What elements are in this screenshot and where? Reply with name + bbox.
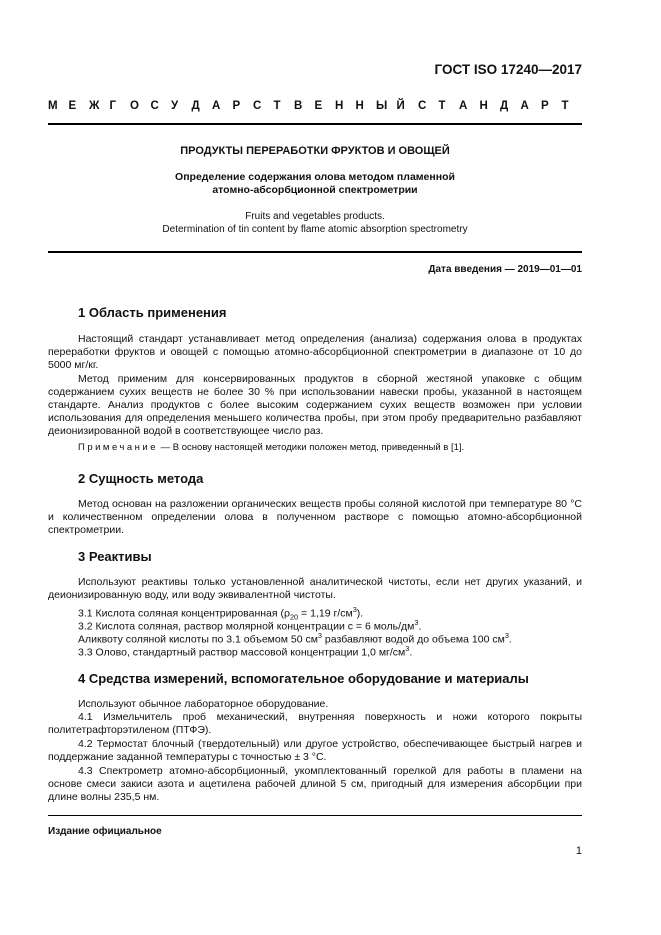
banner-letter: Т	[438, 100, 446, 112]
section-4-paragraph-1	[48, 698, 582, 711]
section-4-paragraph-1-text: Используют обычное лабораторное оборудование.	[78, 698, 329, 710]
header-rule	[48, 123, 582, 125]
item-3-1-text-b: = 1,19 г/см	[298, 607, 353, 620]
section-1-paragraph-1	[48, 333, 582, 372]
banner-letter: С	[253, 100, 262, 112]
page-number: 1	[575, 845, 582, 857]
banner-letter: Ж	[89, 100, 100, 112]
section-1-paragraph-1-text: Настоящий стандарт устанавливает метод определения (анализа) содержания олова в продуктах переработки фруктов и овощей с помощью атомно-абсорбционной спектрометрии в диапазоне от 10 до 5000 мг/кг.	[48, 333, 582, 372]
banner-letter: Т	[273, 100, 281, 112]
official-edition-label: Издание официальное	[48, 826, 162, 837]
title-rule	[48, 251, 582, 253]
introduction-date: Дата введения — 2019—01—01	[428, 264, 582, 275]
banner-letter: А	[212, 100, 221, 112]
banner-letter: Й	[396, 100, 405, 112]
item-3-3-text-c: .	[409, 646, 413, 659]
aliquot-text-b: разбавляют водой до объема 100 см	[322, 633, 505, 646]
banner-letter: В	[294, 100, 303, 112]
english-title-line2: Determination of tin content by flame atomic absorption spectrometry	[162, 224, 468, 235]
section-3-paragraph-1-text: Используют реактивы только установленной аналитической чистоты, если нет других указаний, и деионизированную воду, или воду эквивалентной чистоты.	[48, 576, 582, 602]
banner-letter: С	[150, 100, 159, 112]
banner-word-standard	[418, 100, 582, 112]
standard-code: ГОСТ ISO 17240—2017	[434, 62, 582, 77]
item-3-1-subscript: 20	[289, 612, 299, 622]
section-4-item-3-text: 4.3 Спектрометр атомно-абсорбционный, укомплектованный горелкой для работы в пламени на основе смеси закиси азота и ацетилена рабочей длиной 5 см, пригодный для измерения абсорбции при длине волны 235,5 нм.	[48, 765, 582, 804]
banner-letter: Ы	[376, 100, 388, 112]
section-1-paragraph-2	[48, 373, 582, 438]
aliquot-text: Аликвоту соляной кислоты по 3.1 объемом 50 см	[78, 633, 318, 646]
banner-letter: Г	[109, 100, 117, 112]
document-subtitle-line2: атомно-абсорбционной спектрометрии	[212, 184, 418, 196]
item-3-1-superscript: 3	[352, 605, 357, 614]
item-3-3-superscript: 3	[405, 644, 410, 653]
banner-letter: А	[520, 100, 529, 112]
banner-word-interstate	[48, 100, 417, 112]
banner-letter: М	[48, 100, 58, 112]
english-title-line1: Fruits and vegetables products.	[245, 211, 385, 222]
section-4-item-2	[48, 738, 582, 764]
section-2-paragraph-1	[48, 498, 582, 537]
item-3-2-text: 3.2 Кислота соляная, раствор молярной концентрации c = 6 моль/дм	[78, 620, 415, 633]
section-4-item-1	[48, 711, 582, 737]
note-label: Примечание	[78, 442, 158, 453]
banner-letter: Е	[68, 100, 77, 112]
section-4-item-3	[48, 765, 582, 804]
section-4-item-1-text: 4.1 Измельчитель проб механический, внутренняя поверхность и ножи которого покрыты политетрафторэтиленом (ПТФЭ).	[48, 711, 582, 737]
item-3-1-text-c: ).	[356, 607, 364, 620]
banner-letter: Н	[355, 100, 364, 112]
document-title: ПРОДУКТЫ ПЕРЕРАБОТКИ ФРУКТОВ И ОВОЩЕЙ	[180, 145, 450, 157]
aliquot-superscript-2: 3	[504, 631, 509, 640]
banner-letter: Р	[232, 100, 241, 112]
section-4-heading: 4 Средства измерений, вспомогательное оборудование и материалы	[78, 671, 529, 686]
section-3-heading: 3 Реактивы	[78, 549, 152, 564]
banner-letter: А	[459, 100, 468, 112]
item-3-3-text: 3.3 Олово, стандартный раствор массовой концентрации 1,0 мг/см	[78, 646, 406, 659]
banner-letter: С	[418, 100, 427, 112]
section-2-heading: 2 Сущность метода	[78, 471, 204, 486]
banner-letter: О	[130, 100, 139, 112]
banner-letter: У	[171, 100, 179, 112]
banner-letter: Р	[541, 100, 549, 112]
banner-letter: Е	[314, 100, 323, 112]
section-1-note	[78, 442, 464, 453]
item-3-2-superscript: 3	[414, 618, 419, 627]
section-3-paragraph-1	[48, 576, 582, 602]
section-3-item-3	[48, 642, 582, 660]
section-2-paragraph-1-text: Метод основан на разложении органических веществ пробы соляной кислотой при температуре 80 °С и количественном определении олова в полученном растворе с помощью атомно-абсорбционной спектрометрии.	[48, 498, 582, 537]
banner-letter: Д	[191, 100, 200, 112]
banner-letter: Н	[335, 100, 344, 112]
banner-letter: Т	[561, 100, 569, 112]
interstate-standard-banner	[48, 100, 582, 112]
section-1-paragraph-2-text: Метод применим для консервированных продуктов в сборной жестяной упаковке с общим содержанием сухих веществ не более 30 % при использовании навески пробы, указанной в настоящем стандарте. Анализ продуктов с более высоким содержанием сухих веществ возможен при условии использования для определения меньшего количества пробы, при этом пробу предварительно разбавляют деионизированной водой в соответствующее число раз.	[48, 373, 582, 438]
banner-letter: Н	[479, 100, 488, 112]
item-3-2-text-c: .	[418, 620, 422, 633]
aliquot-text-c: .	[508, 633, 512, 646]
aliquot-superscript-1: 3	[317, 631, 323, 640]
item-3-1-text: 3.1 Кислота соляная концентрированная (ρ	[78, 607, 290, 620]
note-text: — В основу настоящей методики положен метод, приведенный в [1].	[158, 442, 465, 453]
document-subtitle-line1: Определение содержания олова методом пламенной	[175, 171, 455, 183]
section-4-item-2-text: 4.2 Термостат блочный (твердотельный) или другое устройство, обеспечивающее быстрый нагрев и поддержание заданной температуры с точностью ± 3 °С.	[48, 738, 582, 764]
footer-rule	[48, 815, 582, 816]
section-1-heading: 1 Область применения	[78, 305, 227, 320]
banner-letter: Д	[500, 100, 509, 112]
